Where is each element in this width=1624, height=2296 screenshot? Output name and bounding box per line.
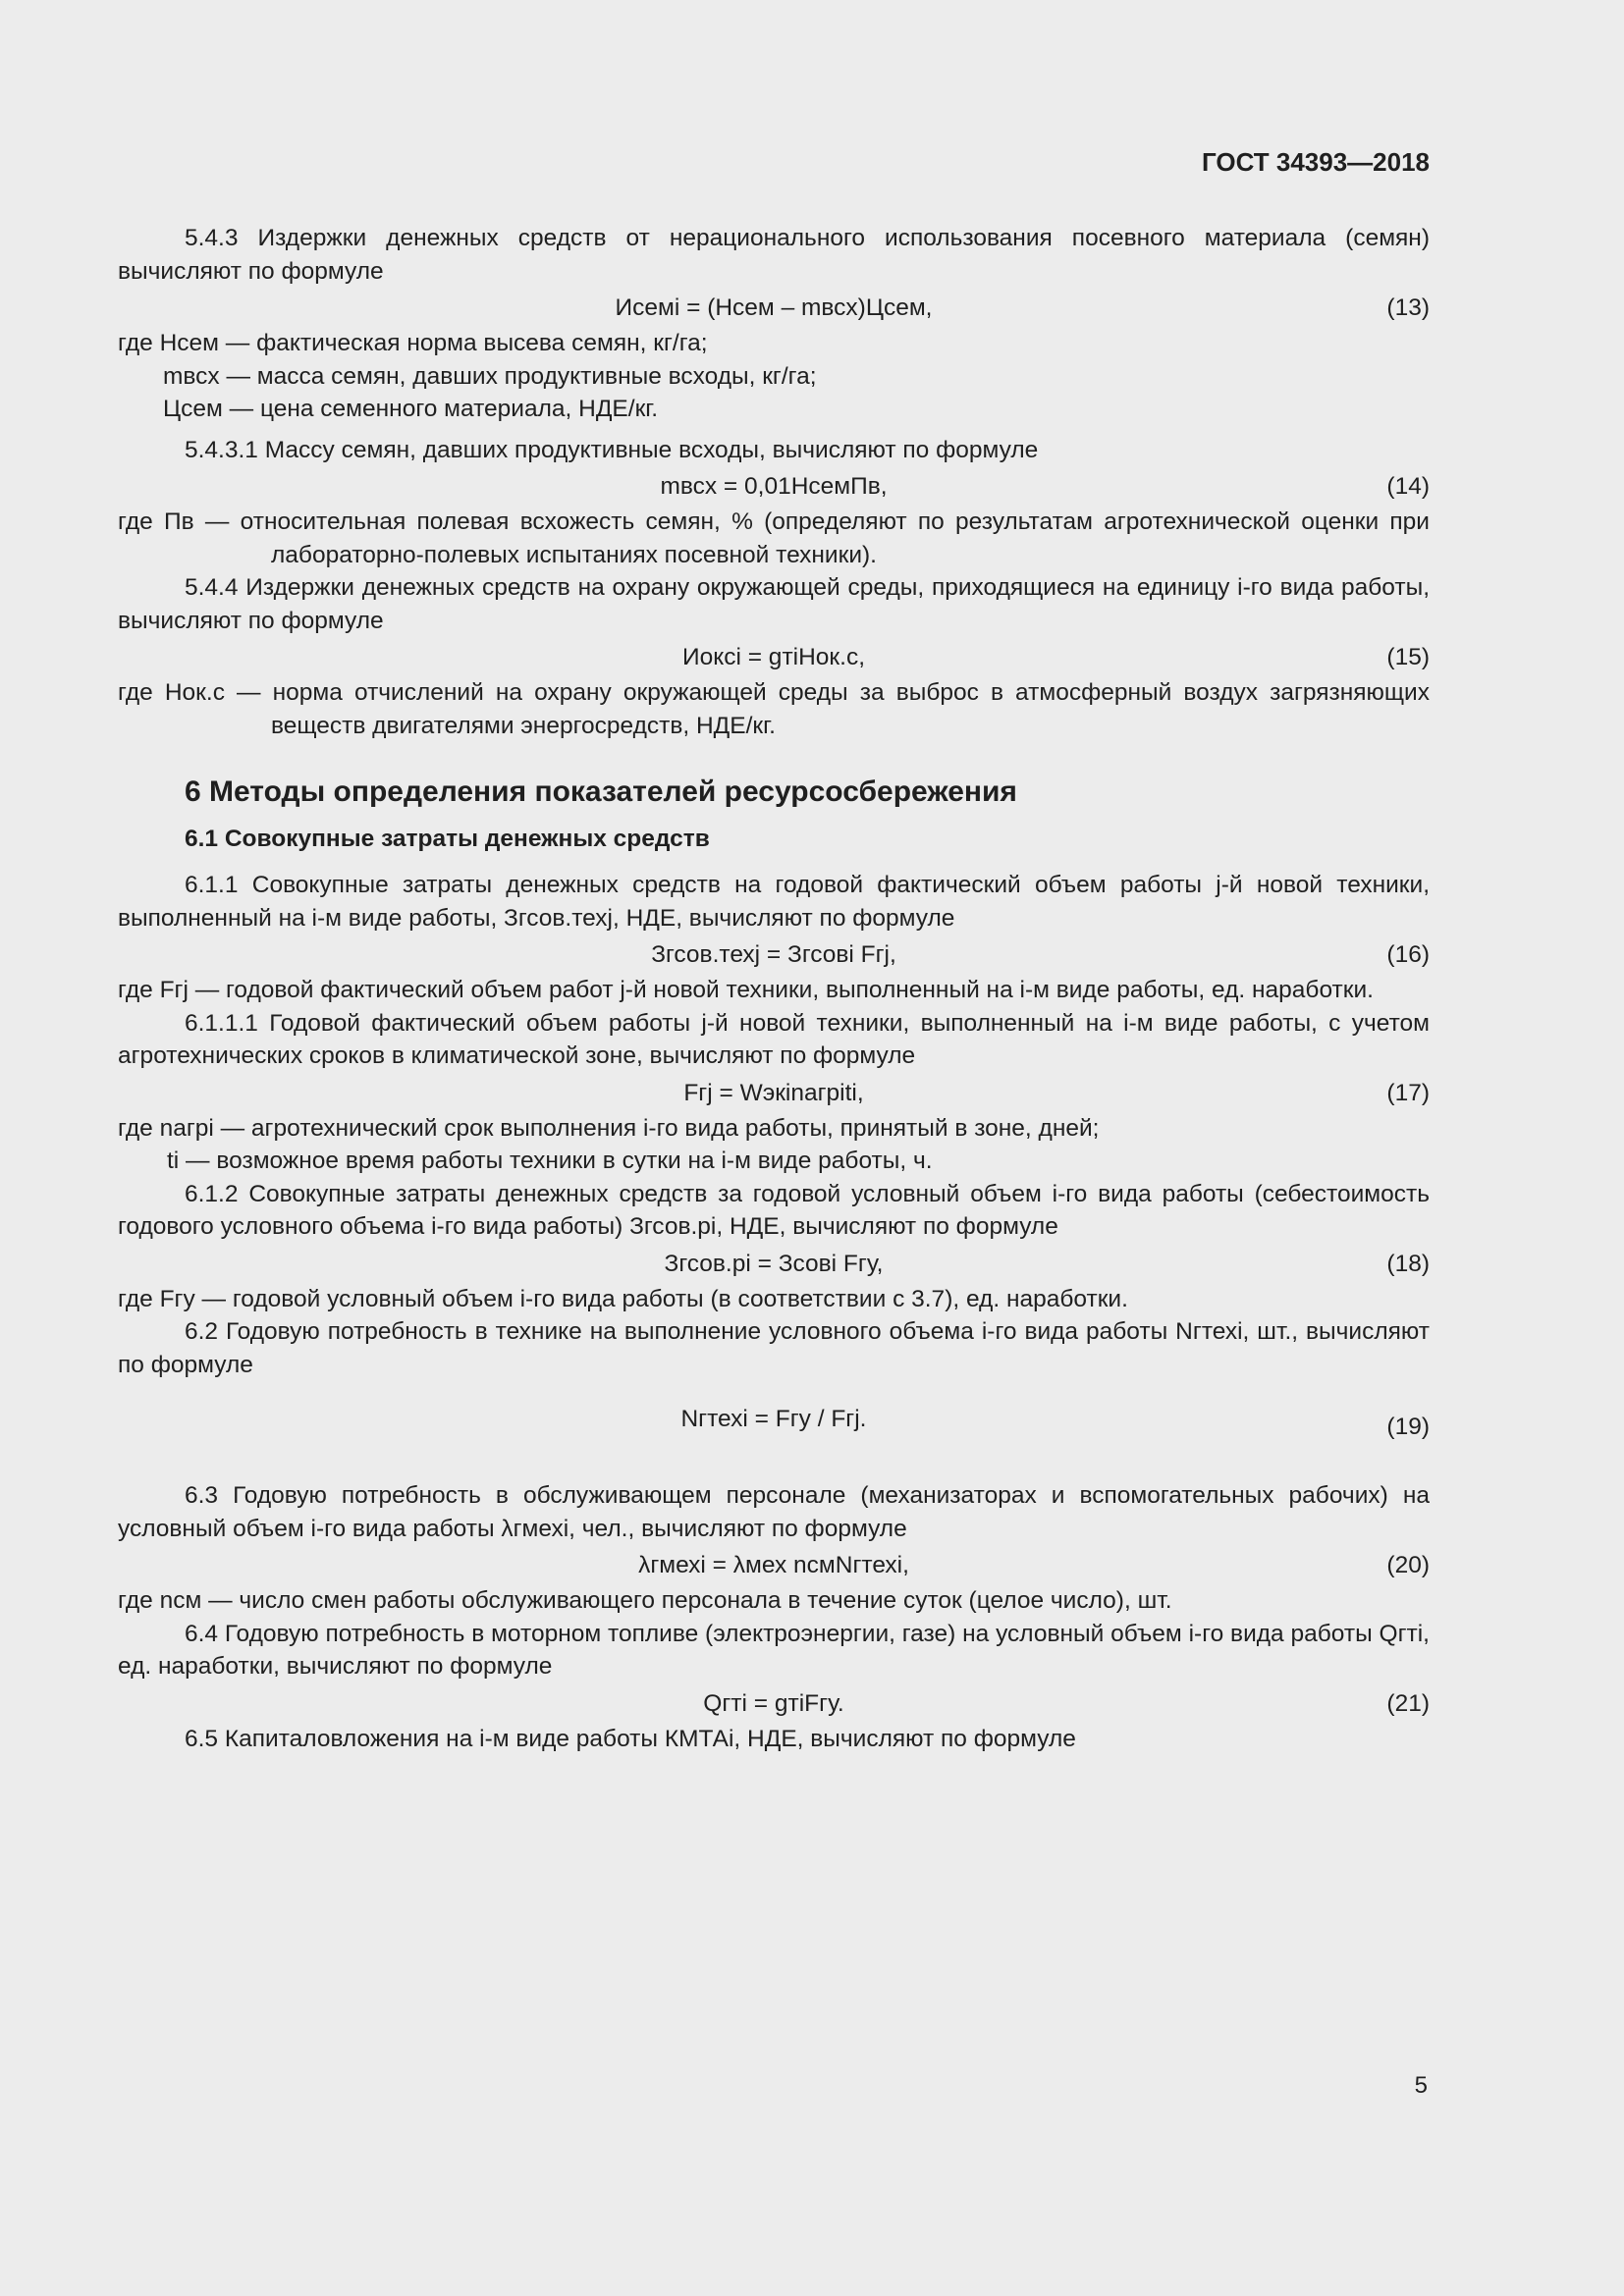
paragraph-6-3: 6.3 Годовую потребность в обслуживающем персонале (механизаторах и вспомогательных рабочих) на условный объем i-го вида работы λгмехi, чел., вычисляют по формуле [118, 1482, 1430, 1542]
definition: где Fгу — годовой условный объем i-го вида работы (в соответствии с 3.7), ед. наработки. [118, 1285, 1128, 1312]
definition: mвсх — масса семян, давших продуктивные всходы, кг/га; [163, 362, 817, 390]
formula: Fгj = Wэкinагрiti, [683, 1079, 864, 1106]
paragraph-6-4: 6.4 Годовую потребность в моторном топливе (электроэнергии, газе) на условный объем i-го вида работы Qгтi, ед. наработки, вычисляют по формуле [118, 1620, 1430, 1680]
equation-13 [118, 288, 1430, 327]
equation-number: (19) [1386, 1414, 1430, 1440]
where-list [118, 1112, 1430, 1178]
formula: λгмехi = λмех nсмNгтехi, [638, 1552, 909, 1578]
formula: Qгтi = gтiFгу. [703, 1689, 844, 1717]
formula: Згсов.рi = Зсовi Fгу, [664, 1250, 884, 1277]
definition: где nсм — число смен работы обслуживающего персонала в течение суток (целое число), шт. [118, 1587, 1172, 1614]
definition: где Нсем — фактическая норма высева семян, кг/га; [118, 330, 708, 356]
equation-21 [118, 1683, 1430, 1723]
section-heading: 6 Методы определения показателей ресурсосбережения [185, 775, 1017, 808]
equation-number: (20) [1386, 1552, 1430, 1578]
paragraph-5-4-3: 5.4.3 Издержки денежных средств от нерационального использования посевного материала (семян) вычисляют по формуле [118, 225, 1430, 285]
where-list [118, 327, 1430, 426]
formula: Исемi = (Нсем – mвсх)Цсем, [615, 294, 933, 321]
formula: Nгтехi = Fгу / Fгj. [680, 1406, 867, 1432]
equation-number: (13) [1386, 294, 1430, 321]
definition: ti — возможное время работы техники в сутки на i-м виде работы, ч. [167, 1148, 933, 1174]
paragraph-6-1-2: 6.1.2 Совокупные затраты денежных средств за годовой условный объем i-го вида работы (себестоимость годового условного объема i-го вида работы) Згсов.рi, НДЕ, вычисляют по формуле [118, 1180, 1430, 1240]
document-body [118, 222, 1430, 1755]
document-header: ГОСТ 34393—2018 [1202, 147, 1430, 177]
definition: где nагрi — агротехнический срок выполнения i-го вида работы, принятый в зоне, дней; [118, 1114, 1100, 1142]
paragraph-6-1-1: 6.1.1 Совокупные затраты денежных средств на годовой фактический объем работы j-й новой техники, выполненный на i-м виде работы, Згсов.техj, НДЕ, вычисляют по формуле [118, 872, 1430, 932]
equation-14 [118, 466, 1430, 506]
definition: Цсем — цена семенного материала, НДЕ/кг. [163, 396, 659, 422]
equation-number: (18) [1386, 1250, 1430, 1277]
paragraph-6-2: 6.2 Годовую потребность в технике на выполнение условного объема i-го вида работы Nгтехi, шт., вычисляют по формуле [118, 1318, 1430, 1378]
equation-number: (15) [1386, 644, 1430, 670]
paragraph-6-5: 6.5 Капиталовложения на i-м виде работы КМТАi, НДЕ, вычисляют по формуле [185, 1725, 1076, 1752]
equation-16 [118, 934, 1430, 974]
equation-19 [118, 1381, 1430, 1479]
formula: Згсов.техj = Згсовi Fгj, [651, 941, 896, 968]
definition: где Пв — относительная полевая всхожесть семян, % (определяют по результатам агротехнической оценки при лабораторно-полевых испытаниях посевной техники). [118, 508, 1430, 568]
paragraph-6-1-1-1: 6.1.1.1 Годовой фактический объем работы j-й новой техники, выполненный на i-м виде работы, с учетом агротехнических сроков в климатической зоне, вычисляют по формуле [118, 1009, 1430, 1069]
formula: Иоксi = gтiНок.с, [681, 644, 866, 670]
definition: где Fгj — годовой фактический объем работ j-й новой техники, выполненный на i-м виде работы, ед. наработки. [118, 977, 1374, 1003]
page-number: 5 [1414, 2072, 1428, 2099]
equation-number: (21) [1386, 1689, 1430, 1717]
equation-number: (16) [1386, 941, 1430, 968]
formula: mвсх = 0,01НсемПв, [660, 473, 888, 500]
definition: где Нок.с — норма отчислений на охрану окружающей среды за выброс в атмосферный воздух загрязняющих веществ двигателями энергосредств, НДЕ/кг. [118, 679, 1430, 739]
equation-18 [118, 1244, 1430, 1283]
equation-20 [118, 1545, 1430, 1584]
equation-number: (14) [1386, 473, 1430, 500]
equation-number: (17) [1386, 1079, 1430, 1106]
paragraph-5-4-4: 5.4.4 Издержки денежных средств на охрану окружающей среды, приходящиеся на единицу i-го вида работы, вычисляют по формуле [118, 574, 1430, 634]
subsection-heading: 6.1 Совокупные затраты денежных средств [185, 825, 710, 852]
equation-17 [118, 1073, 1430, 1112]
paragraph-5-4-3-1: 5.4.3.1 Массу семян, давших продуктивные всходы, вычисляют по формуле [185, 436, 1039, 463]
equation-15 [118, 637, 1430, 676]
